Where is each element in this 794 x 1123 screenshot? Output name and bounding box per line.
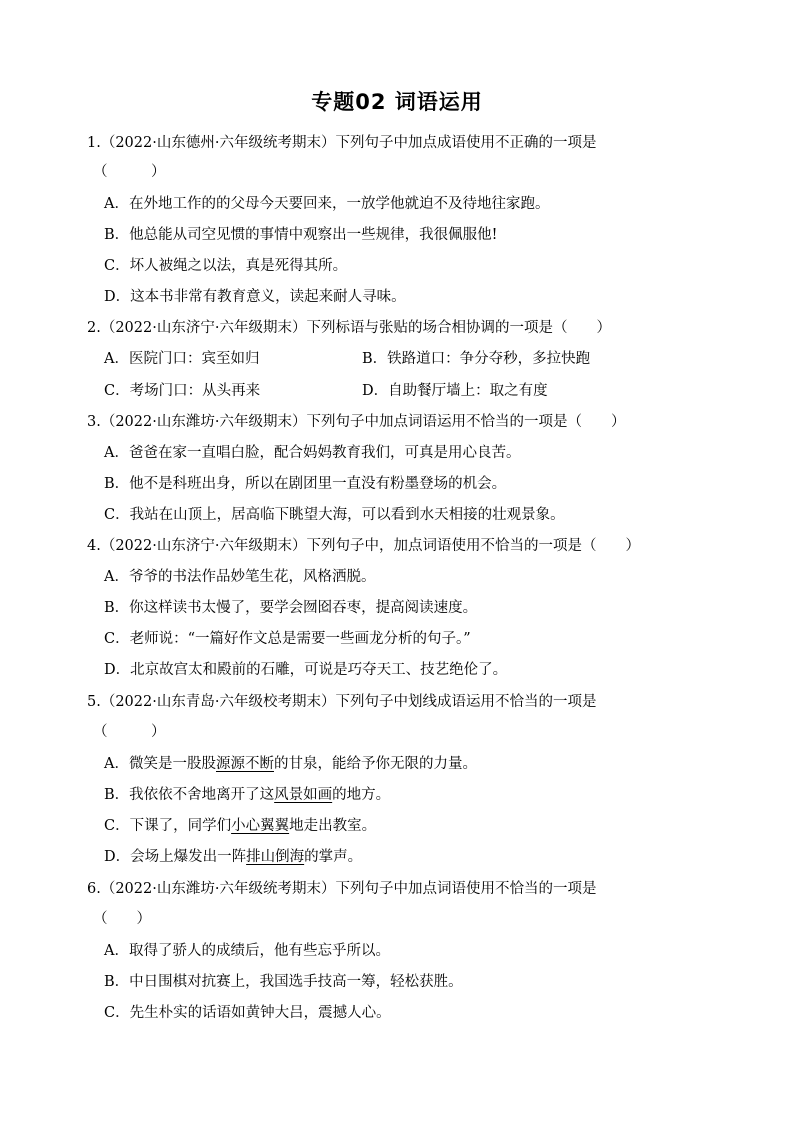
question-5-option-a [104,754,477,774]
option-text: 地走出教室。 [289,818,377,834]
option-text: 的掌声。 [304,849,363,865]
option-text: B．我依依不舍地离开了这 [104,787,275,803]
question-2-option-d: D．自助餐厅墙上：取之有度 [362,383,548,399]
option-text: D．会场上爆发出一阵 [104,849,247,865]
question-3-option-a: A．爸爸在家一直唱白脸，配合妈妈教育我们，可真是用心良苦。 [104,445,521,461]
question-4-stem: 4.（2022·山东济宁·六年级期末）下列句子中，加点词语使用不恰当的一项是（ ） [87,538,640,554]
page-title: 专题02 词语运用 [311,90,483,114]
question-1-option-a: A．在外地工作的的父母今天要回来，一放学他就迫不及待地往家跑。 [104,196,550,212]
question-3-option-c: C．我站在山顶上，居高临下眺望大海，可以看到水天相接的壮观景象。 [104,507,565,523]
question-5-option-b [104,785,390,805]
question-1-answer-blank: （ ） [93,164,166,180]
question-1-option-b: B．他总能从司空见惯的事情中观察出一些规律，我很佩服他! [104,227,498,243]
option-text: C．下课了，同学们 [104,818,232,834]
question-1-option-c: C．坏人被绳之以法，真是死得其所。 [104,258,348,274]
question-2-option-c: C．考场门口：从头再来 [104,383,261,399]
question-5-stem: 5.（2022·山东青岛·六年级校考期末）下列句子中划线成语运用不恰当的一项是 [87,694,597,710]
question-4-option-c: C．老师说：“一篇好作文总是需要一些画龙分析的句子。” [104,631,471,647]
underlined-idiom: 排山倒海 [246,849,305,865]
question-6-stem: 6.（2022·山东潍坊·六年级统考期末）下列句子中加点词语使用不恰当的一项是 [87,881,597,897]
option-text: 的甘泉，能给予你无限的力量。 [273,756,477,772]
question-1-option-d: D．这本书非常有教育意义，读起来耐人寻味。 [104,289,406,305]
question-3-option-b: B．他不是科班出身，所以在剧团里一直没有粉墨登场的机会。 [104,476,507,492]
question-2-option-a: A．医院门口：宾至如归 [104,351,260,367]
question-4-option-b: B．你这样读书太慢了，要学会囫囵吞枣，提高阅读速度。 [104,600,478,616]
option-text: A．微笑是一股股 [104,756,216,772]
question-2-stem: 2.（2022·山东济宁·六年级期末）下列标语与张贴的场合相协调的一项是（ ） [87,320,611,336]
question-6-option-a: A．取得了骄人的成绩后，他有些忘乎所以。 [104,943,390,959]
question-6-option-b: B．中日围棋对抗赛上，我国选手技高一筹，轻松获胜。 [104,974,463,990]
underlined-idiom: 小心翼翼 [231,818,290,834]
question-5-answer-blank: （ ） [93,724,166,740]
underlined-idiom: 风景如画 [274,787,333,803]
question-1-stem: 1.（2022·山东德州·六年级统考期末）下列句子中加点成语使用不正确的一项是 [87,135,597,151]
underlined-idiom: 源源不断 [215,756,274,772]
question-5-option-c [104,816,376,836]
question-2-option-b: B．铁路道口：争分夺秒，多拉快跑 [362,351,591,367]
option-text: 的地方。 [332,787,391,803]
question-4-option-d: D．北京故宫太和殿前的石雕，可说是巧夺天工、技艺绝伦了。 [104,662,508,678]
question-6-option-c: C．先生朴实的话语如黄钟大吕，震撼人心。 [104,1005,391,1021]
question-5-option-d [104,847,362,867]
question-4-option-a: A．爷爷的书法作品妙笔生花，风格洒脱。 [104,569,376,585]
question-6-answer-blank: （ ） [93,911,151,927]
question-3-stem: 3.（2022·山东潍坊·六年级期末）下列句子中加点词语运用不恰当的一项是（ ） [87,414,626,430]
